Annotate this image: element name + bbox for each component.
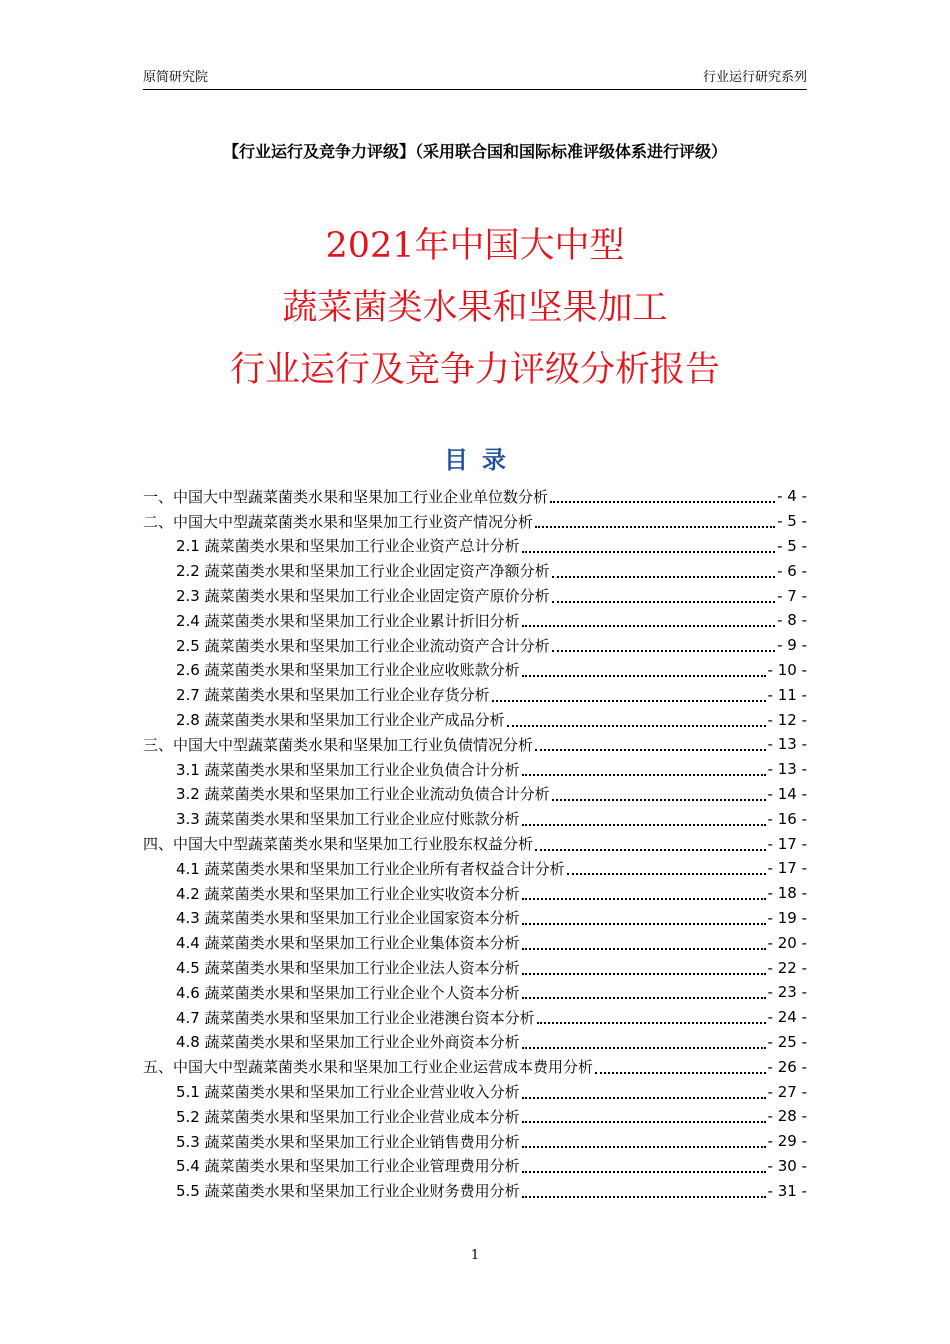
toc-entry-page: - 17 - xyxy=(767,859,807,878)
toc-entry-page: - 20 - xyxy=(767,933,807,952)
toc-entry-title: 四、中国大中型蔬菜菌类水果和坚果加工行业股东权益分析 xyxy=(143,835,534,854)
toc-entry-title: 2.8 蔬菜菌类水果和坚果加工行业企业产成品分析 xyxy=(176,711,505,730)
header-divider xyxy=(143,89,807,90)
toc-dot-leader xyxy=(507,725,766,727)
toc-entry-page: - 29 - xyxy=(767,1132,807,1151)
toc-entry-page: - 4 - xyxy=(777,487,807,506)
toc-entry[interactable] xyxy=(143,806,807,831)
toc-entry-page: - 30 - xyxy=(767,1156,807,1175)
toc-entry-title: 4.4 蔬菜菌类水果和坚果加工行业企业集体资本分析 xyxy=(176,934,520,953)
toc-entry-page: - 12 - xyxy=(767,710,807,729)
toc-dot-leader xyxy=(522,1146,766,1148)
toc-entry[interactable] xyxy=(143,509,807,534)
toc-entry-title: 3.2 蔬菜菌类水果和坚果加工行业企业流动负债合计分析 xyxy=(176,785,550,804)
toc-entry-title: 5.1 蔬菜菌类水果和坚果加工行业企业营业收入分析 xyxy=(176,1083,520,1102)
toc-dot-leader xyxy=(552,601,775,603)
toc-entry-page: - 31 - xyxy=(767,1181,807,1200)
toc-entry-title: 2.3 蔬菜菌类水果和坚果加工行业企业固定资产原价分析 xyxy=(176,587,550,606)
toc-entry-title: 2.4 蔬菜菌类水果和坚果加工行业企业累计折旧分析 xyxy=(176,611,520,630)
toc-entry[interactable] xyxy=(143,1104,807,1129)
toc-dot-leader xyxy=(522,973,766,975)
toc-entry-title: 5.4 蔬菜菌类水果和坚果加工行业企业管理费用分析 xyxy=(176,1157,520,1176)
toc-entry-page: - 26 - xyxy=(767,1057,807,1076)
toc-entry-title: 5.2 蔬菜菌类水果和坚果加工行业企业营业成本分析 xyxy=(176,1107,520,1126)
toc-dot-leader xyxy=(522,923,766,925)
toc-entry-page: - 11 - xyxy=(767,685,807,704)
toc-entry-title: 4.2 蔬菜菌类水果和坚果加工行业企业实收资本分析 xyxy=(176,884,520,903)
toc-dot-leader xyxy=(522,625,775,627)
toc-entry-title: 4.6 蔬菜菌类水果和坚果加工行业企业个人资本分析 xyxy=(176,983,520,1002)
toc-entry[interactable] xyxy=(143,1054,807,1079)
toc-dot-leader xyxy=(535,849,766,851)
page-number: 1 xyxy=(470,1248,480,1263)
toc-entry-title: 三、中国大中型蔬菜菌类水果和坚果加工行业负债情况分析 xyxy=(143,735,534,754)
header-org-name: 原简研究院 xyxy=(143,70,209,85)
toc-entry[interactable] xyxy=(143,1178,807,1203)
toc-entry-page: - 24 - xyxy=(767,1008,807,1027)
toc-entry-page: - 25 - xyxy=(767,1032,807,1051)
toc-entry[interactable] xyxy=(143,1005,807,1030)
toc-dot-leader xyxy=(595,1072,766,1074)
toc-entry-title: 4.1 蔬菜菌类水果和坚果加工行业企业所有者权益合计分析 xyxy=(176,859,565,878)
toc-entry[interactable] xyxy=(143,1154,807,1179)
toc-heading: 目录 xyxy=(444,446,520,474)
toc-dot-leader xyxy=(522,898,766,900)
toc-entry[interactable] xyxy=(143,608,807,633)
toc-entry-page: - 28 - xyxy=(767,1107,807,1126)
toc-entry-title: 4.7 蔬菜菌类水果和坚果加工行业企业港澳台资本分析 xyxy=(176,1008,535,1027)
toc-dot-leader xyxy=(535,526,775,528)
toc-entry[interactable] xyxy=(143,707,807,732)
toc-entry-page: - 10 - xyxy=(767,660,807,679)
header-series-name: 行业运行研究系列 xyxy=(702,70,807,85)
toc-dot-leader xyxy=(522,675,766,677)
toc-dot-leader xyxy=(522,997,766,999)
toc-entry-page: - 8 - xyxy=(777,611,807,630)
toc-entry-title: 5.5 蔬菜菌类水果和坚果加工行业企业财务费用分析 xyxy=(176,1182,520,1201)
toc-entry-title: 2.1 蔬菜菌类水果和坚果加工行业企业资产总计分析 xyxy=(176,537,520,556)
toc-entry-title: 五、中国大中型蔬菜菌类水果和坚果加工行业企业运营成本费用分析 xyxy=(143,1058,594,1077)
toc-entry-page: - 17 - xyxy=(767,834,807,853)
toc-entry-page: - 13 - xyxy=(767,760,807,779)
toc-entry[interactable] xyxy=(143,732,807,757)
toc-entry[interactable] xyxy=(143,782,807,807)
toc-entry-page: - 14 - xyxy=(767,784,807,803)
toc-dot-leader xyxy=(522,1171,766,1173)
toc-entry-page: - 19 - xyxy=(767,908,807,927)
toc-entry[interactable] xyxy=(143,658,807,683)
toc-entry-page: - 13 - xyxy=(767,735,807,754)
report-title-line-3: 行业运行及竞争力评级分析报告 xyxy=(229,350,720,390)
toc-entry[interactable] xyxy=(143,534,807,559)
toc-entry-page: - 16 - xyxy=(767,809,807,828)
toc-dot-leader xyxy=(522,551,775,553)
toc-entry-page: - 9 - xyxy=(777,636,807,655)
toc-dot-leader xyxy=(567,873,766,875)
toc-entry-title: 二、中国大中型蔬菜菌类水果和坚果加工行业资产情况分析 xyxy=(143,512,534,531)
toc-dot-leader xyxy=(535,749,766,751)
toc-entry[interactable] xyxy=(143,757,807,782)
toc-entry-page: - 7 - xyxy=(777,586,807,605)
toc-dot-leader xyxy=(522,774,766,776)
toc-dot-leader xyxy=(552,576,775,578)
toc-entry[interactable] xyxy=(143,1030,807,1055)
toc-entry-page: - 27 - xyxy=(767,1082,807,1101)
rating-subtitle: 【行业运行及竞争力评级】（采用联合国和国际标准评级体系进行评级） xyxy=(222,142,727,161)
toc-entry-title: 2.7 蔬菜菌类水果和坚果加工行业企业存货分析 xyxy=(176,686,490,705)
table-of-contents xyxy=(143,484,807,1203)
toc-entry[interactable] xyxy=(143,930,807,955)
toc-entry-title: 3.3 蔬菜菌类水果和坚果加工行业企业应付账款分析 xyxy=(176,810,520,829)
toc-entry[interactable] xyxy=(143,583,807,608)
toc-entry[interactable] xyxy=(143,980,807,1005)
toc-entry-title: 一、中国大中型蔬菜菌类水果和坚果加工行业企业单位数分析 xyxy=(143,487,549,506)
toc-entry[interactable] xyxy=(143,856,807,881)
toc-entry[interactable] xyxy=(143,1079,807,1104)
toc-entry-page: - 6 - xyxy=(777,561,807,580)
toc-entry-page: - 5 - xyxy=(777,536,807,555)
toc-entry[interactable] xyxy=(143,955,807,980)
toc-entry-title: 5.3 蔬菜菌类水果和坚果加工行业企业销售费用分析 xyxy=(176,1132,520,1151)
report-title-line-2: 蔬菜菌类水果和坚果加工 xyxy=(282,288,668,328)
toc-entry[interactable] xyxy=(143,1129,807,1154)
toc-entry[interactable] xyxy=(143,881,807,906)
toc-dot-leader xyxy=(550,501,775,503)
toc-dot-leader xyxy=(522,1097,766,1099)
toc-dot-leader xyxy=(537,1022,766,1024)
toc-dot-leader xyxy=(522,1121,766,1123)
toc-entry-title: 3.1 蔬菜菌类水果和坚果加工行业企业负债合计分析 xyxy=(176,760,520,779)
toc-entry[interactable] xyxy=(143,558,807,583)
toc-entry-title: 2.2 蔬菜菌类水果和坚果加工行业企业固定资产净额分析 xyxy=(176,562,550,581)
toc-entry-page: - 18 - xyxy=(767,884,807,903)
toc-dot-leader xyxy=(522,948,766,950)
toc-entry-title: 2.6 蔬菜菌类水果和坚果加工行业企业应收账款分析 xyxy=(176,661,520,680)
toc-entry-page: - 22 - xyxy=(767,958,807,977)
toc-dot-leader xyxy=(492,700,766,702)
toc-dot-leader xyxy=(552,650,775,652)
toc-dot-leader xyxy=(552,799,766,801)
toc-entry-title: 4.5 蔬菜菌类水果和坚果加工行业企业法人资本分析 xyxy=(176,959,520,978)
toc-dot-leader xyxy=(522,1196,766,1198)
toc-entry-title: 2.5 蔬菜菌类水果和坚果加工行业企业流动资产合计分析 xyxy=(176,636,550,655)
toc-entry-title: 4.8 蔬菜菌类水果和坚果加工行业企业外商资本分析 xyxy=(176,1033,520,1052)
toc-entry-page: - 5 - xyxy=(777,512,807,531)
toc-entry-title: 4.3 蔬菜菌类水果和坚果加工行业企业国家资本分析 xyxy=(176,909,520,928)
toc-dot-leader xyxy=(522,824,766,826)
toc-entry[interactable] xyxy=(143,831,807,856)
toc-entry[interactable] xyxy=(143,633,807,658)
toc-entry-page: - 23 - xyxy=(767,983,807,1002)
toc-entry[interactable] xyxy=(143,682,807,707)
toc-entry[interactable] xyxy=(143,906,807,931)
toc-entry[interactable] xyxy=(143,484,807,509)
toc-dot-leader xyxy=(522,1047,766,1049)
report-title-line-1: 2021年中国大中型 xyxy=(325,226,625,266)
